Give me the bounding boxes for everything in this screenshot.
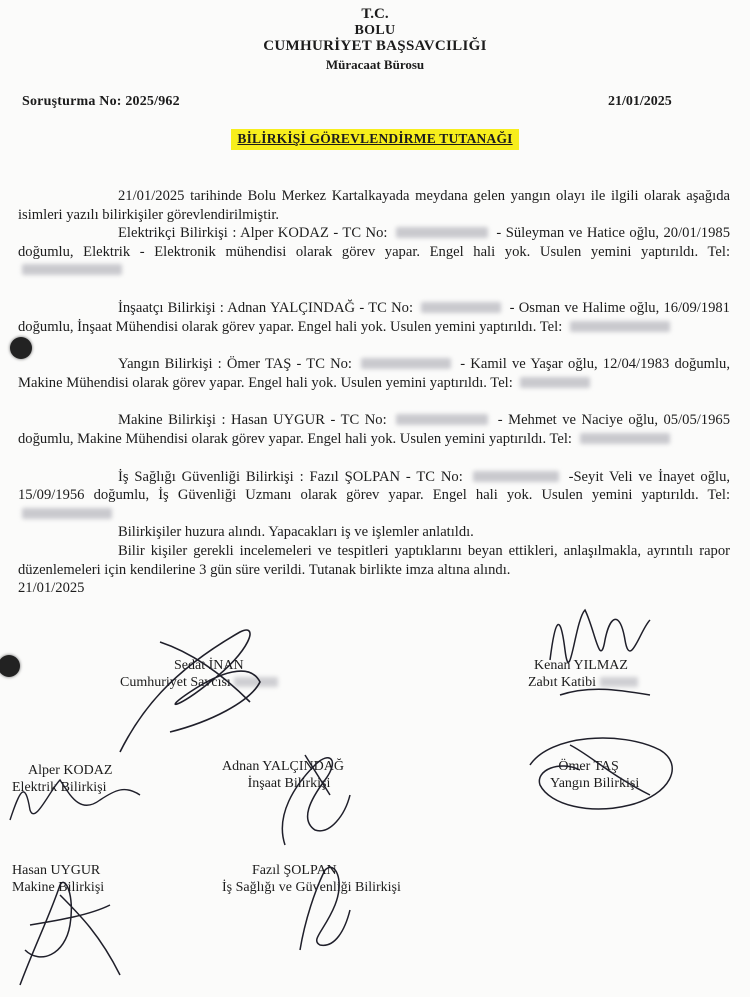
header-city: BOLU <box>354 23 396 38</box>
handwritten-signature <box>255 735 365 855</box>
punch-hole <box>0 655 20 677</box>
signer-name: Adnan YALÇINDAĞ <box>222 759 344 774</box>
redacted-id <box>396 227 488 238</box>
signer-name: Kenan YILMAZ <box>534 658 628 673</box>
document-body <box>18 187 730 598</box>
expert-lead: Yangın Bilirkişi : Ömer TAŞ - TC No: <box>118 356 352 373</box>
expert-paragraph <box>18 468 730 524</box>
expert-paragraph <box>18 224 730 280</box>
handwritten-signature <box>280 850 370 960</box>
expert-paragraph <box>18 355 730 392</box>
redacted-phone <box>570 321 670 332</box>
expert-details: - Kamil ve Yaşar oğlu, 12/04/1983 doğumlu, Makine Mühendisi olarak görev yapar. Engel hali yok. Usulen yemini yaptırıldı. Tel: <box>18 356 730 391</box>
expert-paragraph <box>18 411 730 448</box>
signer-role: Cumhuriyet Savcısı <box>120 675 231 690</box>
redacted-phone <box>22 264 122 275</box>
header-office: CUMHURİYET BAŞSAVCILIĞI <box>263 38 487 54</box>
signer-role: İş Sağlığı ve Güvenliği Bilirkişi <box>222 880 401 895</box>
handwritten-signature <box>530 600 680 710</box>
redacted-id <box>361 358 451 369</box>
expert-lead: Elektrikçi Bilirkişi : Alper KODAZ - TC No: <box>118 225 388 242</box>
redacted-id <box>473 471 559 482</box>
handwritten-signature <box>0 760 150 830</box>
expert-lead: İnşaatçı Bilirkişi : Adnan YALÇINDAĞ - TC No: <box>118 299 414 316</box>
expert-lead: Makine Bilirkişi : Hasan UYGUR - TC No: <box>118 412 387 429</box>
handwritten-signature <box>0 855 140 995</box>
intro-paragraph: 21/01/2025 tarihinde Bolu Merkez Kartalkayada meydana gelen yangın olayı ile ilgili olarak aşağıda isimleri yazılı bilirkişiler görevlendirilmiştir. <box>18 188 730 223</box>
expert-details: - Süleyman ve Hatice oğlu, 20/01/1985 doğumlu, Elektrik - Elektronik mühendisi olarak görev yapar. Engel hali yok. Usulen yemini yaptırıldı. Tel: <box>18 225 730 260</box>
signer-name: Hasan UYGUR <box>12 863 101 878</box>
signer-role: Yangın Bilirkişi <box>550 776 640 791</box>
expert-paragraph <box>18 299 730 336</box>
signer-role: İnşaat Bilirkişi <box>247 776 331 791</box>
redacted-phone <box>22 508 112 519</box>
signer-role: Elektrik Bilirkişi <box>12 780 107 795</box>
signer-name: Ömer TAŞ <box>558 759 619 774</box>
expert-details: - Mehmet ve Naciye oğlu, 05/05/1965 doğumlu, Makine Mühendisi olarak görev yapar. Engel hali yok. Usulen yemini yaptırıldı. Tel: <box>18 412 730 447</box>
handwritten-signature <box>510 725 690 820</box>
redacted-id <box>396 414 488 425</box>
document-date: 21/01/2025 <box>608 94 672 109</box>
expert-lead: İş Sağlığı Güvenliği Bilirkişi : Fazıl ŞOLPAN - TC No: <box>118 468 463 485</box>
signer-role: Makine Bilirkişi <box>12 880 105 895</box>
signer-name: Fazıl ŞOLPAN <box>252 863 337 878</box>
redacted-id <box>421 302 501 313</box>
header-bureau: Müracaat Bürosu <box>325 57 425 72</box>
header-country: T.C. <box>361 6 389 22</box>
expert-details: -Seyit Veli ve İnayet oğlu, 15/09/1956 doğumlu, İş Güvenliği Uzmanı olarak görev yapar. Engel hali yok. Usulen yemini yaptırıldı. Tel: <box>18 468 731 504</box>
closing-date: 21/01/2025 <box>18 580 85 597</box>
redacted-phone <box>520 377 590 388</box>
redacted-phone <box>580 433 670 444</box>
summoned-paragraph: Bilirkişiler huzura alındı. Yapacakları iş ve işlemler anlatıldı. <box>118 524 474 541</box>
signer-name: Sedat İNAN <box>174 658 244 673</box>
report-paragraph: Bilir kişiler gerekli incelemeleri ve tespitleri yaptıklarını beyan ettikleri, anlaşılmakla, ayrıntılı rapor düzenlemeleri için kendilerine 3 gün süre verildi. Tutanak birlikte imza altına alındı. <box>18 542 730 578</box>
investigation-number: Soruşturma No: 2025/962 <box>22 94 180 109</box>
signer-name: Alper KODAZ <box>28 763 113 778</box>
signer-role: Zabıt Katibi <box>528 675 597 690</box>
document-title: BİLİRKİŞİ GÖREVLENDİRME TUTANAĞI <box>231 129 518 150</box>
expert-details: - Osman ve Halime oğlu, 16/09/1981 doğumlu, İnşaat Mühendisi olarak görev yapar. Engel hali yok. Usulen yemini yaptırıldı. Tel: <box>18 299 730 335</box>
